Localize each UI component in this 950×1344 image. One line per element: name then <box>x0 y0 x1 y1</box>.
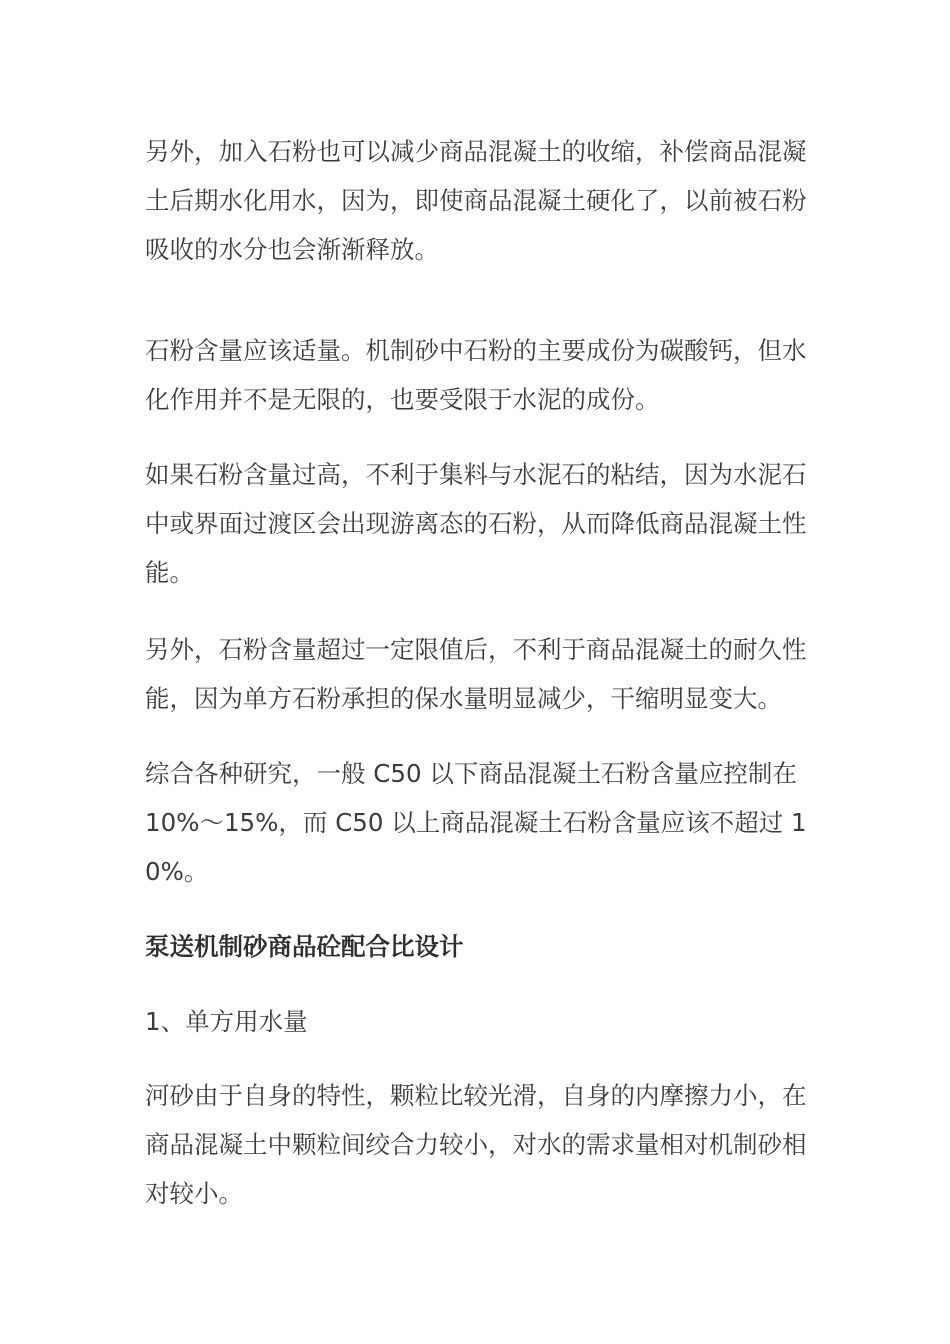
paragraph-stone-powder-shrinkage: 另外，加入石粉也可以减少商品混凝土的收缩，补偿商品混凝土后期水化用水，因为，即使商品混凝土硬化了，以前被石粉吸收的水分也会渐渐释放。 <box>145 137 807 264</box>
section-heading: 泵送机制砂商品砼配合比设计 <box>145 932 464 961</box>
paragraph-river-sand: 河砂由于自身的特性，颗粒比较光滑，自身的内摩擦力小，在商品混凝土中颗粒间绞合力较小，对水的需求量相对机制砂相对较小。 <box>145 1081 807 1208</box>
paragraph-stone-powder-too-high: 如果石粉含量过高，不利于集料与水泥石的粘结，因为水泥石中或界面过渡区会出现游离态的石粉，从而降低商品混凝土性能。 <box>145 460 807 587</box>
subsection-heading: 1、单方用水量 <box>145 1007 308 1036</box>
paragraph-durability: 另外，石粉含量超过一定限值后，不利于商品混凝土的耐久性能，因为单方石粉承担的保水量明显减少，干缩明显变大。 <box>145 635 807 713</box>
paragraph-stone-powder-content: 石粉含量应该适量。机制砂中石粉的主要成份为碳酸钙，但水化作用并不是无限的，也要受限于水泥的成份。 <box>145 336 807 414</box>
paragraph-research-summary: 综合各种研究，一般 C50 以下商品混凝土石粉含量应控制在 10%～15%，而 C50 以上商品混凝土石粉含量应该不超过 10%。 <box>145 759 807 886</box>
